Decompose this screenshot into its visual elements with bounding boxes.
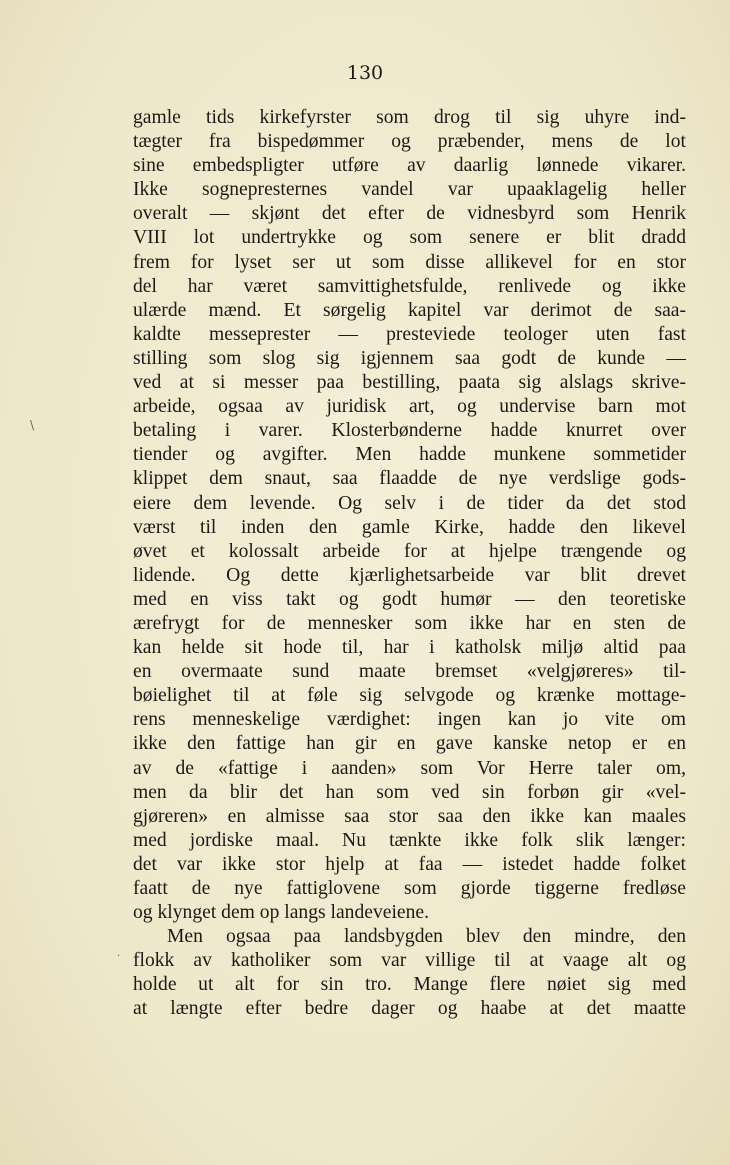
body-text — [133, 106, 686, 1022]
text-line: overalt — skjønt det efter de vidnesbyrd som Henrik — [133, 203, 686, 225]
text-line: øvet et kolossalt arbeide for at hjelpe trængende og — [133, 540, 686, 562]
text-line: gjøreren» en almisse saa stor saa den ikke kan maales — [133, 805, 686, 827]
text-line: det var ikke stor hjelp at faa — istedet hadde folket — [133, 853, 686, 875]
margin-mark: · — [117, 951, 121, 962]
text-line: en overmaate sund maate bremset «velgjøreres» til- — [133, 661, 686, 683]
text-line: rens menneskelige værdighet: ingen kan jo vite om — [133, 709, 686, 731]
text-line: ved at si messer paa bestilling, paata sig alslags skrive- — [133, 372, 686, 394]
text-line: ikke den fattige han gir en gave kanske netop er en — [133, 733, 686, 755]
text-line: holde ut alt for sin tro. Mange flere nøiet sig med — [133, 974, 686, 996]
page-number: 130 — [346, 62, 384, 84]
text-line: tægter fra bispedømmer og præbender, mens de lot — [133, 131, 686, 153]
text-line: ærefrygt for de mennesker som ikke har en sten de — [133, 612, 686, 634]
text-line: flokk av katholiker som var villige til at vaage alt og — [133, 950, 686, 972]
text-line: klippet dem snaut, saa flaadde de nye verdslige gods- — [133, 468, 686, 490]
text-line: stilling som slog sig igjennem saa godt de kunde — — [133, 347, 686, 369]
text-line: med en viss takt og godt humør — den teoretiske — [133, 588, 686, 610]
text-line: del har været samvittighetsfulde, renlivede og ikke — [133, 275, 686, 297]
text-line: ulærde mænd. Et sørgelig kapitel var derimot de saa- — [133, 299, 686, 321]
text-line: gamle tids kirkefyrster som drog til sig uhyre ind- — [133, 107, 686, 128]
text-line: arbeide, ogsaa av juridisk art, og undervise barn mot — [133, 396, 686, 418]
text-line: sine embedspligter utføre av daarlig lønnede vikarer. — [133, 155, 686, 177]
text-line: men da blir det han som ved sin forbøn gir «vel- — [133, 781, 686, 803]
text-line: kaldte messeprester — presteviede teologer uten fast — [133, 323, 686, 345]
text-line: værst til inden den gamle Kirke, hadde den likevel — [133, 516, 686, 538]
margin-mark: \ — [30, 418, 35, 432]
text-line: at længte efter bedre dager og haabe at det maatte — [133, 998, 686, 1020]
text-line: kan helde sit hode til, har i katholsk miljø altid paa — [133, 637, 686, 659]
text-line: og klynget dem op langs landeveiene. — [133, 902, 430, 924]
text-line: Ikke sognepresternes vandel var upaaklagelig heller — [133, 179, 686, 201]
text-line: betaling i varer. Klosterbønderne hadde knurret over — [133, 420, 686, 442]
text-line: av de «fattige i aanden» som Vor Herre taler om, — [133, 757, 686, 779]
text-line: VIII lot undertrykke og som senere er blit dradd — [133, 227, 686, 249]
text-line: frem for lyset ser ut som disse allikevel for en stor — [133, 251, 686, 273]
text-line: bøielighet til at føle sig selvgode og krænke mottage- — [133, 685, 686, 707]
text-line: tiender og avgifter. Men hadde munkene sommetider — [133, 444, 686, 466]
text-line: lidende. Og dette kjærlighetsarbeide var blit drevet — [133, 564, 686, 586]
text-line: eiere dem levende. Og selv i de tider da det stod — [133, 492, 686, 514]
text-line: med jordiske maal. Nu tænkte ikke folk slik længer: — [133, 829, 686, 851]
text-line: faatt de nye fattiglovene som gjorde tiggerne fredløse — [133, 878, 686, 899]
text-line: Men ogsaa paa landsbygden blev den mindre, den — [167, 926, 686, 948]
